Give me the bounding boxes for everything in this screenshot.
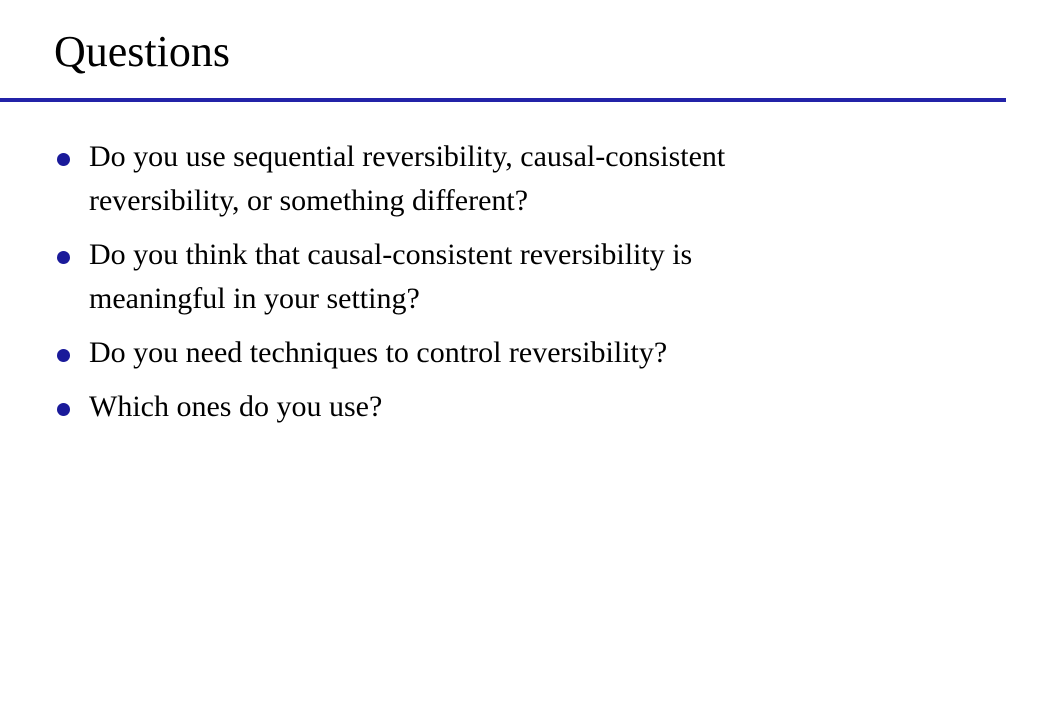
bullet-dot-icon [57,403,70,416]
bullet-text [89,331,949,375]
bullet-dot-icon [57,251,70,264]
bullet-line: Which ones do you use? [89,390,383,423]
bullet-line: reversibility, or something different? [89,184,529,217]
bullet-text [89,233,949,321]
bullet-text [89,135,949,223]
bullet-dot-icon [57,349,70,362]
bullet-text [89,385,949,429]
bullet-line: Do you need techniques to control reversibility? [89,336,668,369]
bullet-line: meaningful in your setting? [89,282,420,315]
bullet-line: Do you think that causal-consistent reversibility is [89,238,693,271]
bullet-line: Do you use sequential reversibility, causal-consistent [89,140,726,173]
slide-title: Questions [54,27,230,76]
bullet-dot-icon [57,153,70,166]
title-underline [0,98,1006,102]
